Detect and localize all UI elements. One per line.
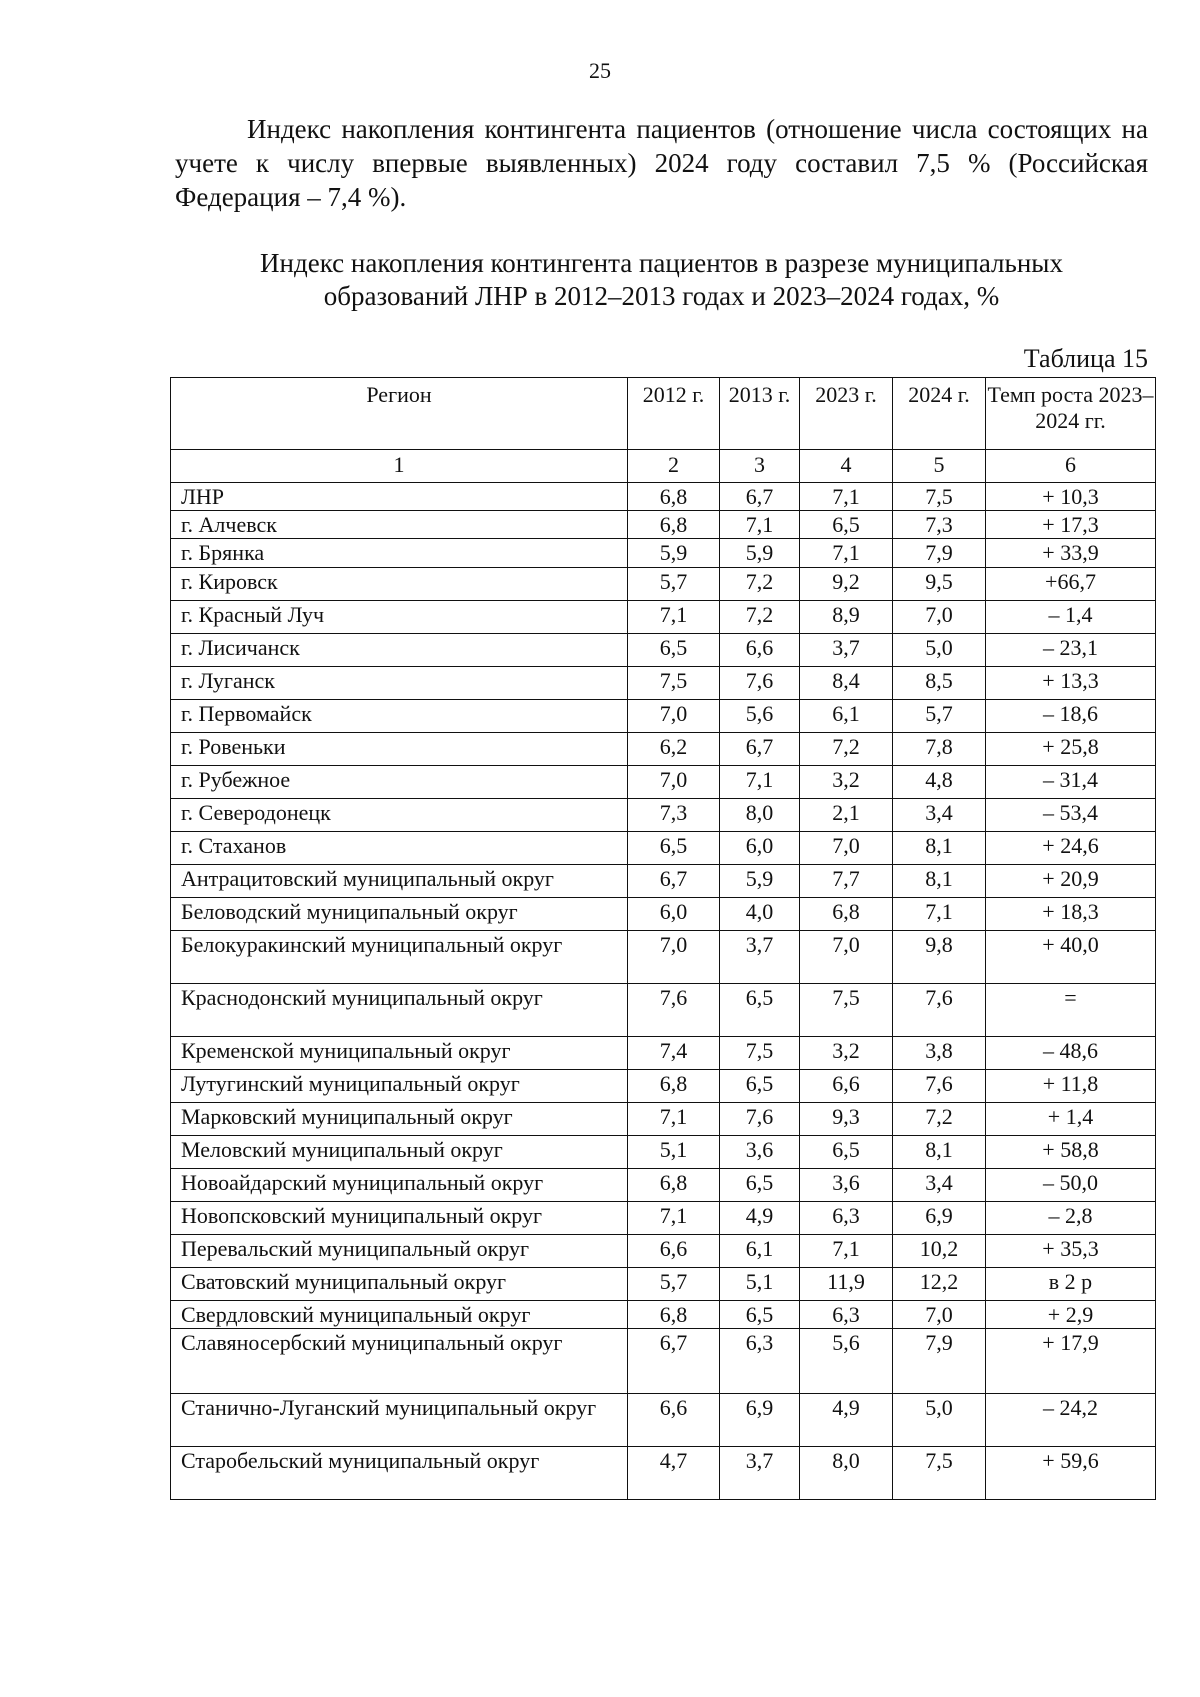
value-cell-2023: 8,9	[800, 601, 893, 634]
value-cell-2024: 7,2	[893, 1103, 986, 1136]
header-region: Регион	[171, 378, 628, 450]
region-cell: Станично-Луганский муниципальный округ	[171, 1394, 628, 1447]
column-number-2: 2	[628, 450, 720, 483]
table-row	[171, 1202, 1156, 1235]
growth-cell: + 1,4	[986, 1103, 1156, 1136]
value-cell-2012: 6,8	[628, 511, 720, 539]
region-cell: г. Лисичанск	[171, 634, 628, 667]
value-cell-2023: 7,1	[800, 539, 893, 568]
column-number-5: 5	[893, 450, 986, 483]
region-cell: Славяносербский муниципальный округ	[171, 1329, 628, 1394]
table-body	[171, 483, 1156, 1500]
table-title	[175, 247, 1148, 313]
value-cell-2013: 7,6	[720, 667, 800, 700]
table-row	[171, 1447, 1156, 1500]
value-cell-2023: 6,5	[800, 511, 893, 539]
table-title-line-2: образований ЛНР в 2012–2013 годах и 2023–2024 годах, %	[323, 281, 1000, 311]
table-row	[171, 1169, 1156, 1202]
region-cell: г. Брянка	[171, 539, 628, 568]
value-cell-2013: 6,0	[720, 832, 800, 865]
value-cell-2013: 5,9	[720, 539, 800, 568]
value-cell-2023: 6,8	[800, 898, 893, 931]
region-cell: г. Северодонецк	[171, 799, 628, 832]
value-cell-2024: 7,9	[893, 1329, 986, 1394]
value-cell-2013: 3,7	[720, 1447, 800, 1500]
value-cell-2012: 6,8	[628, 483, 720, 511]
value-cell-2013: 6,5	[720, 984, 800, 1037]
value-cell-2024: 5,0	[893, 634, 986, 667]
header-row	[171, 378, 1156, 450]
column-number-3: 3	[720, 450, 800, 483]
value-cell-2013: 6,7	[720, 733, 800, 766]
region-cell: г. Стаханов	[171, 832, 628, 865]
region-cell: Белокуракинский муниципальный округ	[171, 931, 628, 984]
value-cell-2013: 3,7	[720, 931, 800, 984]
region-cell: г. Кировск	[171, 568, 628, 601]
table-row	[171, 667, 1156, 700]
value-cell-2012: 7,6	[628, 984, 720, 1037]
value-cell-2023: 3,6	[800, 1169, 893, 1202]
value-cell-2023: 2,1	[800, 799, 893, 832]
region-cell: Краснодонский муниципальный округ	[171, 984, 628, 1037]
value-cell-2023: 7,0	[800, 832, 893, 865]
growth-cell: – 50,0	[986, 1169, 1156, 1202]
value-cell-2024: 7,9	[893, 539, 986, 568]
region-cell: Перевальский муниципальный округ	[171, 1235, 628, 1268]
value-cell-2013: 6,3	[720, 1329, 800, 1394]
table-row	[171, 1136, 1156, 1169]
page-number: 25	[589, 58, 611, 83]
value-cell-2023: 7,5	[800, 984, 893, 1037]
value-cell-2012: 7,0	[628, 766, 720, 799]
table-row	[171, 865, 1156, 898]
table-row	[171, 1394, 1156, 1447]
value-cell-2023: 9,2	[800, 568, 893, 601]
value-cell-2024: 3,4	[893, 799, 986, 832]
growth-cell: + 11,8	[986, 1070, 1156, 1103]
region-cell: г. Алчевск	[171, 511, 628, 539]
growth-cell: + 20,9	[986, 865, 1156, 898]
value-cell-2024: 9,5	[893, 568, 986, 601]
value-cell-2023: 11,9	[800, 1268, 893, 1301]
region-cell: г. Луганск	[171, 667, 628, 700]
value-cell-2024: 12,2	[893, 1268, 986, 1301]
value-cell-2024: 8,1	[893, 1136, 986, 1169]
value-cell-2013: 7,6	[720, 1103, 800, 1136]
value-cell-2012: 4,7	[628, 1447, 720, 1500]
header-2023: 2023 г.	[800, 378, 893, 450]
value-cell-2012: 5,7	[628, 1268, 720, 1301]
value-cell-2013: 7,5	[720, 1037, 800, 1070]
table-row	[171, 634, 1156, 667]
growth-cell: =	[986, 984, 1156, 1037]
growth-cell: – 53,4	[986, 799, 1156, 832]
value-cell-2023: 6,5	[800, 1136, 893, 1169]
table-row	[171, 601, 1156, 634]
table-row	[171, 799, 1156, 832]
region-cell: Новопсковский муниципальный округ	[171, 1202, 628, 1235]
value-cell-2023: 3,7	[800, 634, 893, 667]
value-cell-2024: 7,6	[893, 1070, 986, 1103]
value-cell-2012: 7,4	[628, 1037, 720, 1070]
value-cell-2024: 5,7	[893, 700, 986, 733]
intro-paragraph: Индекс накопления контингента пациентов (отношение числа состоящих на учете к числу впервые выявленных) 2024 году составил 7,5 % (Российская Федерация – 7,4 %).	[175, 114, 1148, 212]
table-row	[171, 984, 1156, 1037]
value-cell-2013: 7,2	[720, 601, 800, 634]
value-cell-2013: 5,1	[720, 1268, 800, 1301]
value-cell-2024: 7,0	[893, 601, 986, 634]
growth-cell: + 18,3	[986, 898, 1156, 931]
value-cell-2012: 6,6	[628, 1394, 720, 1447]
region-cell: г. Рубежное	[171, 766, 628, 799]
value-cell-2024: 8,1	[893, 832, 986, 865]
region-cell: Сватовский муниципальный округ	[171, 1268, 628, 1301]
region-cell: Свердловский муниципальный округ	[171, 1301, 628, 1329]
value-cell-2023: 4,9	[800, 1394, 893, 1447]
value-cell-2023: 7,0	[800, 931, 893, 984]
table-row	[171, 1329, 1156, 1394]
table-row	[171, 1268, 1156, 1301]
table-row	[171, 1235, 1156, 1268]
growth-cell: – 2,8	[986, 1202, 1156, 1235]
value-cell-2024: 3,8	[893, 1037, 986, 1070]
value-cell-2013: 3,6	[720, 1136, 800, 1169]
table-row	[171, 733, 1156, 766]
value-cell-2012: 7,1	[628, 1103, 720, 1136]
value-cell-2012: 5,7	[628, 568, 720, 601]
value-cell-2023: 6,3	[800, 1202, 893, 1235]
growth-cell: + 17,9	[986, 1329, 1156, 1394]
growth-cell: + 24,6	[986, 832, 1156, 865]
value-cell-2013: 6,5	[720, 1070, 800, 1103]
value-cell-2012: 6,0	[628, 898, 720, 931]
value-cell-2012: 6,8	[628, 1169, 720, 1202]
table-row	[171, 1301, 1156, 1329]
value-cell-2012: 5,1	[628, 1136, 720, 1169]
value-cell-2024: 8,1	[893, 865, 986, 898]
value-cell-2023: 7,7	[800, 865, 893, 898]
value-cell-2012: 6,6	[628, 1235, 720, 1268]
value-cell-2023: 6,1	[800, 700, 893, 733]
value-cell-2023: 7,1	[800, 483, 893, 511]
value-cell-2012: 5,9	[628, 539, 720, 568]
column-number-6: 6	[986, 450, 1156, 483]
column-number-row	[171, 450, 1156, 483]
table-row	[171, 898, 1156, 931]
value-cell-2012: 6,5	[628, 832, 720, 865]
column-number-4: 4	[800, 450, 893, 483]
value-cell-2013: 8,0	[720, 799, 800, 832]
value-cell-2013: 5,6	[720, 700, 800, 733]
growth-cell: + 17,3	[986, 511, 1156, 539]
growth-cell: + 35,3	[986, 1235, 1156, 1268]
value-cell-2024: 7,8	[893, 733, 986, 766]
value-cell-2013: 6,1	[720, 1235, 800, 1268]
table-row	[171, 832, 1156, 865]
value-cell-2023: 6,6	[800, 1070, 893, 1103]
value-cell-2012: 6,7	[628, 865, 720, 898]
table-row	[171, 1070, 1156, 1103]
growth-cell: + 2,9	[986, 1301, 1156, 1329]
value-cell-2024: 7,0	[893, 1301, 986, 1329]
table-row	[171, 511, 1156, 539]
value-cell-2024: 7,3	[893, 511, 986, 539]
growth-cell: +66,7	[986, 568, 1156, 601]
value-cell-2023: 8,0	[800, 1447, 893, 1500]
value-cell-2012: 7,0	[628, 700, 720, 733]
growth-cell: – 18,6	[986, 700, 1156, 733]
growth-cell: в 2 р	[986, 1268, 1156, 1301]
value-cell-2023: 3,2	[800, 766, 893, 799]
value-cell-2024: 10,2	[893, 1235, 986, 1268]
value-cell-2013: 5,9	[720, 865, 800, 898]
value-cell-2012: 7,0	[628, 931, 720, 984]
value-cell-2024: 7,5	[893, 483, 986, 511]
value-cell-2024: 8,5	[893, 667, 986, 700]
value-cell-2013: 6,6	[720, 634, 800, 667]
region-cell: г. Первомайск	[171, 700, 628, 733]
value-cell-2013: 6,5	[720, 1169, 800, 1202]
value-cell-2013: 4,0	[720, 898, 800, 931]
data-table	[170, 377, 1156, 1500]
region-cell: Лутугинский муниципальный округ	[171, 1070, 628, 1103]
region-cell: Меловский муниципальный округ	[171, 1136, 628, 1169]
value-cell-2023: 3,2	[800, 1037, 893, 1070]
value-cell-2012: 7,5	[628, 667, 720, 700]
table-row	[171, 568, 1156, 601]
growth-cell: + 59,6	[986, 1447, 1156, 1500]
region-cell: Новоайдарский муниципальный округ	[171, 1169, 628, 1202]
value-cell-2023: 5,6	[800, 1329, 893, 1394]
header-2024: 2024 г.	[893, 378, 986, 450]
column-number-1: 1	[171, 450, 628, 483]
region-cell: Антрацитовский муниципальный округ	[171, 865, 628, 898]
region-cell: ЛНР	[171, 483, 628, 511]
growth-cell: – 24,2	[986, 1394, 1156, 1447]
header-2012: 2012 г.	[628, 378, 720, 450]
value-cell-2023: 9,3	[800, 1103, 893, 1136]
value-cell-2013: 7,2	[720, 568, 800, 601]
growth-cell: – 23,1	[986, 634, 1156, 667]
value-cell-2012: 7,1	[628, 601, 720, 634]
growth-cell: + 33,9	[986, 539, 1156, 568]
header-2013: 2013 г.	[720, 378, 800, 450]
table-title-line-1: Индекс накопления контингента пациентов в разрезе муниципальных	[260, 248, 1063, 278]
growth-cell: – 48,6	[986, 1037, 1156, 1070]
value-cell-2023: 7,2	[800, 733, 893, 766]
value-cell-2023: 8,4	[800, 667, 893, 700]
value-cell-2024: 7,1	[893, 898, 986, 931]
value-cell-2013: 6,9	[720, 1394, 800, 1447]
table-row	[171, 766, 1156, 799]
growth-cell: + 13,3	[986, 667, 1156, 700]
growth-cell: + 40,0	[986, 931, 1156, 984]
table-row	[171, 1103, 1156, 1136]
value-cell-2024: 7,6	[893, 984, 986, 1037]
value-cell-2013: 4,9	[720, 1202, 800, 1235]
value-cell-2013: 7,1	[720, 766, 800, 799]
value-cell-2012: 6,8	[628, 1301, 720, 1329]
table-row	[171, 931, 1156, 984]
region-cell: г. Красный Луч	[171, 601, 628, 634]
value-cell-2024: 9,8	[893, 931, 986, 984]
growth-cell: – 1,4	[986, 601, 1156, 634]
value-cell-2012: 6,5	[628, 634, 720, 667]
region-cell: Марковский муниципальный округ	[171, 1103, 628, 1136]
value-cell-2012: 7,3	[628, 799, 720, 832]
region-cell: г. Ровеньки	[171, 733, 628, 766]
value-cell-2024: 5,0	[893, 1394, 986, 1447]
growth-cell: – 31,4	[986, 766, 1156, 799]
table-row	[171, 1037, 1156, 1070]
value-cell-2024: 4,8	[893, 766, 986, 799]
table-row	[171, 483, 1156, 511]
table-row	[171, 700, 1156, 733]
region-cell: Беловодский муниципальный округ	[171, 898, 628, 931]
value-cell-2012: 7,1	[628, 1202, 720, 1235]
value-cell-2012: 6,8	[628, 1070, 720, 1103]
value-cell-2012: 6,7	[628, 1329, 720, 1394]
value-cell-2013: 6,7	[720, 483, 800, 511]
value-cell-2024: 3,4	[893, 1169, 986, 1202]
value-cell-2024: 6,9	[893, 1202, 986, 1235]
region-cell: Кременской муниципальный округ	[171, 1037, 628, 1070]
header-growth: Темп роста 2023–2024 гг.	[986, 378, 1156, 450]
table-row	[171, 539, 1156, 568]
value-cell-2013: 6,5	[720, 1301, 800, 1329]
value-cell-2023: 6,3	[800, 1301, 893, 1329]
region-cell: Старобельский муниципальный округ	[171, 1447, 628, 1500]
growth-cell: + 10,3	[986, 483, 1156, 511]
value-cell-2012: 6,2	[628, 733, 720, 766]
value-cell-2013: 7,1	[720, 511, 800, 539]
growth-cell: + 25,8	[986, 733, 1156, 766]
value-cell-2023: 7,1	[800, 1235, 893, 1268]
growth-cell: + 58,8	[986, 1136, 1156, 1169]
table-label: Таблица 15	[1023, 344, 1148, 373]
value-cell-2024: 7,5	[893, 1447, 986, 1500]
